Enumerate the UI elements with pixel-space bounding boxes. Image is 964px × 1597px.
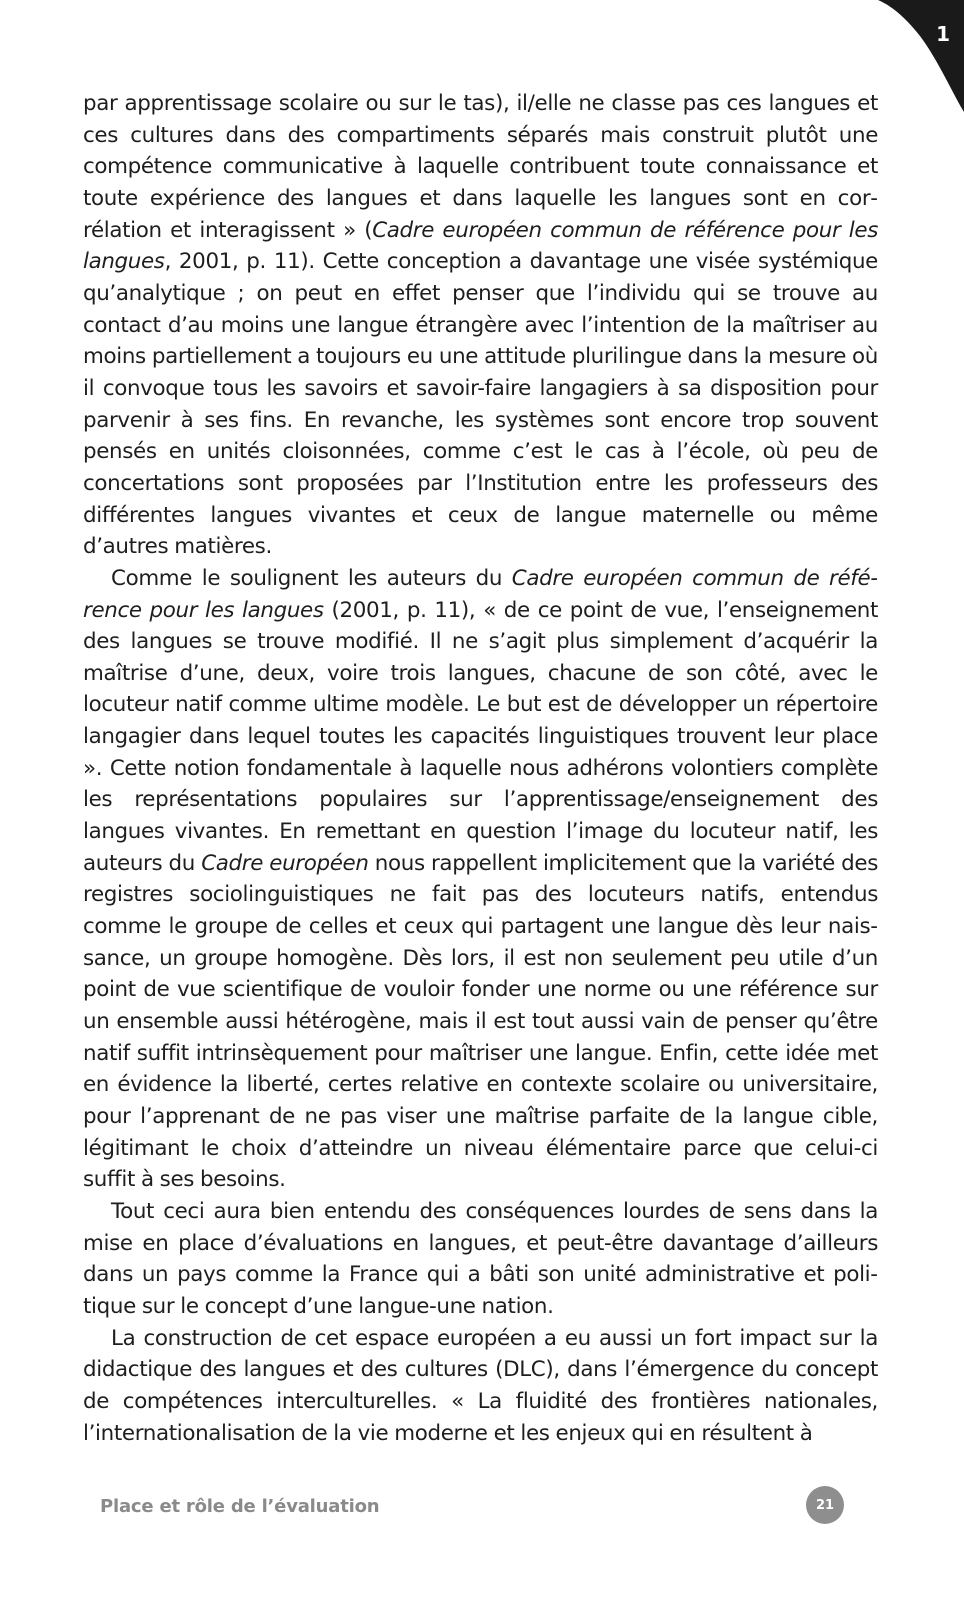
paragraph-2-text-b: (2001, p. 11), « de ce point de vue, l’enseignement des langues se trouve modifié. Il ne s’agit plus simplement d’acquérir la maîtrise d’une, deux, voire trois langues, chacune de son côté, avec le locuteur natif comme ultime modèle. Le but est de développer un répertoire langagier dans lequel toutes les capacités linguistiques trouvent leur place ». Cette notion fondamentale à laquelle nous adhérons volontiers complète les représentations populaires sur l’apprentissage/enseignement des langues vivantes. En remettant en question l’image du locuteur natif, les auteurs du	[83, 597, 878, 876]
chapter-number: 1	[936, 22, 950, 46]
body-text	[83, 88, 878, 1449]
page-number-badge	[806, 1486, 844, 1524]
chapter-tab	[878, 0, 964, 112]
paragraph-1	[83, 88, 878, 563]
paragraph-2-text-c: nous rappellent implicitement que la variété des registres sociolinguistiques ne fait pas des locuteurs natifs, entendus comme le groupe de celles et ceux qui partagent une langue dès leur naissance, un groupe homogène. Dès lors, il est non seulement peu utile d’un point de vue scientifique de vouloir fonder une norme ou une référence sur un ensemble aussi hétérogène, mais il est tout aussi vain de penser qu’être natif suffit intrinsèquement pour maîtriser une langue. Enfin, cette idée met en évidence la liberté, certes relative en contexte scolaire ou universitaire, pour l’apprenant de ne pas viser une maîtrise parfaite de la langue cible, légitimant le choix d’atteindre un niveau élémentaire parce que celui-ci suffit à ses besoins.	[83, 850, 879, 1193]
paragraph-4: La construction de cet espace européen a eu aussi un fort impact sur la didactique des langues et des cultures (DLC), dans l’émergence du concept de compétences interculturelles. « La fluidité des frontières nationales, l’internationalisation de la vie moderne et les enjeux qui en résultent à	[83, 1325, 878, 1446]
chapter-tab-shape	[878, 0, 964, 112]
paragraph-3: Tout ceci aura bien entendu des conséquences lourdes de sens dans la mise en place d’évaluations en langues, et peut-être davantage d’ailleurs dans un pays comme la France qui a bâti son unité administrative et politique sur le concept d’une langue-une nation.	[83, 1198, 878, 1319]
paragraph-2-book-title-short: Cadre européen	[201, 850, 369, 876]
paragraph-1-book-title: Cadre européen commun de référence pour les langues	[83, 217, 878, 275]
paragraph-2	[83, 563, 878, 1196]
paragraph-1-text-a: par apprentissage scolaire ou sur le tas), il/elle ne classe pas ces langues et ces cultures dans des compartiments séparés mais construit plutôt une compétence communicative à laquelle contribuent toute connaissance et toute expérience des langues et dans laquelle les langues sont en corrélation et interagissent » (	[83, 91, 878, 243]
paragraph-1-text-b: , 2001, p. 11). Cette conception a davantage une visée systémique qu’analytique ; on peut en effet penser que l’individu qui se trouve au contact d’au moins une langue étrangère avec l’intention de la maîtriser au moins partiellement a toujours eu une attitude plurilingue dans la mesure où il convoque tous les savoirs et savoir-faire langagiers à sa disposition pour parvenir à ses fins. En revanche, les systèmes sont encore trop souvent pensés en unités cloisonnées, comme c’est le cas à l’école, où peu de concertations sont proposées par l’Institution entre les professeurs des différentes langues vivantes et ceux de langue maternelle ou même d’autres matières.	[83, 249, 878, 560]
paragraph-2-book-title: Cadre européen commun de référence pour les langues	[83, 565, 879, 623]
running-footer-title: Place et rôle de l’évaluation	[100, 1496, 380, 1517]
page-number: 21	[815, 1497, 835, 1513]
paragraph-2-text-a: Comme le soulignent les auteurs du	[111, 565, 512, 591]
